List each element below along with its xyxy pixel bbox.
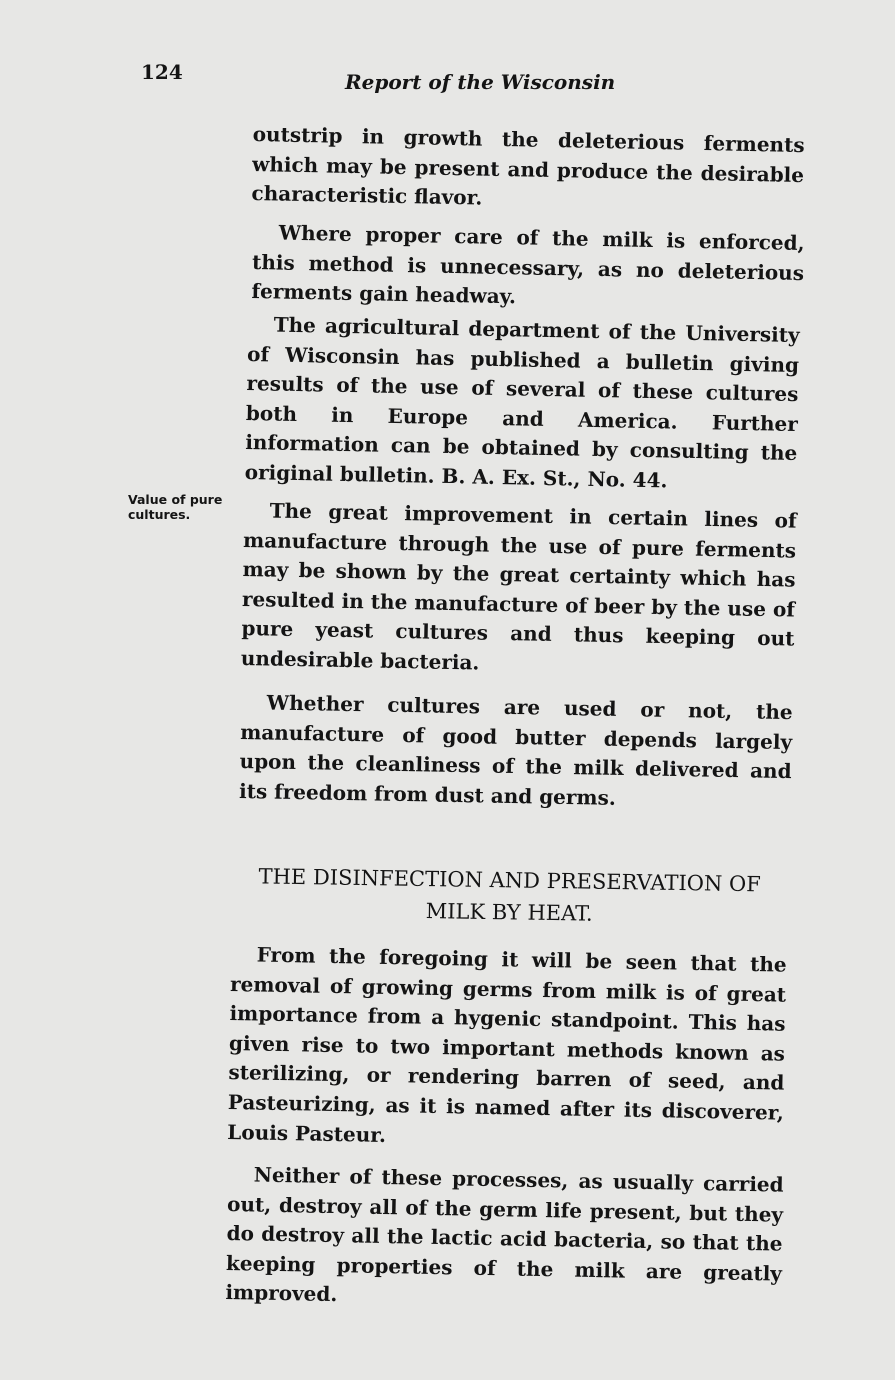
paragraph-processes-text: Neither of these processes, as usually carried out, destroy all of the germ life present, but they do destroy all the lactic acid bacteria, so that the keeping properties of the milk are greatly improved. bbox=[225, 1162, 784, 1307]
paragraph-pure-ferments-text: The great improvement in certain lines of manufacture through the use of pure ferments may be shown by the great certainty which has resulted in the manufacture of beer by the use of pure yeast cultures and thus keeping out undesirable bacteria. bbox=[240, 498, 797, 675]
paragraph-removal-germs-text: From the foregoing it will be seen that the removal of growing germs from milk is of great importance from a hygenic standpoint. This has given rise to two important methods known as sterilizing, or rendering barren of seed, and Pasteurizing, as it is named after its discoverer, Louis Pasteur. bbox=[227, 942, 787, 1147]
paragraph-proper-care bbox=[251, 218, 805, 318]
section-heading: THE DISINFECTION AND PRESERVATION OF MILK BY HEAT. bbox=[258, 864, 762, 926]
running-head: Report of the Wisconsin bbox=[345, 70, 616, 94]
page-number: 124 bbox=[141, 60, 183, 84]
paragraph-bulletin-text: The agricultural department of the University of Wisconsin has published a bulletin giving results of the use of several of these cultures both in Europe and America. Further information can be obtained by consulting the original bulletin. B. A. Ex. St., No. 44. bbox=[244, 312, 800, 493]
paragraph-processes bbox=[225, 1160, 784, 1319]
paragraph-bulletin bbox=[244, 310, 799, 499]
paragraph-proper-care-text: Where proper care of the milk is enforced, this method is unnecessary, as no deleterious ferments gain headway. bbox=[251, 220, 805, 309]
paragraph-cultures-butter bbox=[239, 688, 793, 816]
paragraph-pure-ferments bbox=[241, 496, 797, 684]
margin-note: Value of pure cultures. bbox=[128, 492, 223, 522]
paragraph-removal-germs bbox=[227, 940, 787, 1158]
paragraph-continued: outstrip in growth the deleterious ferments which may be present and produce the desirable characteristic flavor. bbox=[251, 121, 805, 210]
paragraph-cultures-butter-text: Whether cultures are used or not, the manufacture of good butter depends largely upon the cleanliness of the milk delivered and its freedom from dust and germs. bbox=[238, 690, 793, 810]
